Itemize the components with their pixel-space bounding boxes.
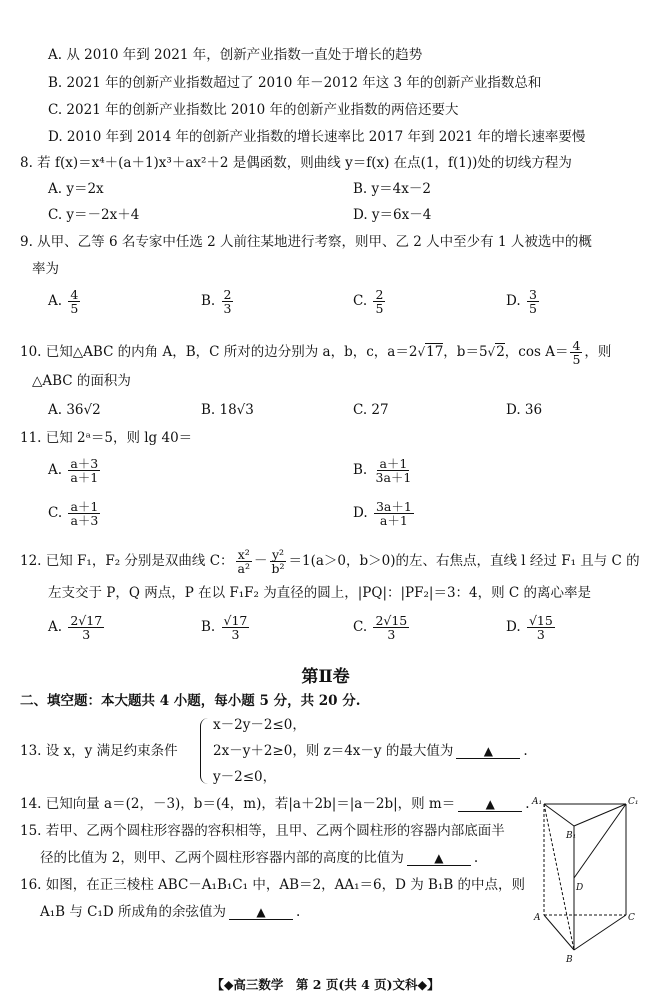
q12-stem-line1: 12. 已知 F₁，F₂ 分别是双曲线 C： $\frac{\text{x²}}{\text{a²}}$ － $\frac{\text{y²}}{\text{b²}}$ ＝1(a＞0，b＞0)的左、右焦点，直线 l 经过 F₁ 且与 C 的 (20, 547, 640, 576)
constraint-brace (200, 718, 209, 784)
q13-constraint-3: y－2≤0， (213, 769, 277, 785)
q10-option-b: B. 18√3 (201, 402, 254, 418)
label-a1: A₁ (532, 797, 543, 807)
q8-option-c: C. y＝－2x＋4 (48, 207, 140, 223)
q10-option-c: C. 27 (353, 402, 389, 418)
fraction: $\frac{4}{5}$ (572, 338, 581, 367)
section-title: 第Ⅱ卷 (301, 667, 350, 687)
label-b1: B₁ (566, 831, 577, 841)
answer-blank: ▲ (456, 744, 520, 759)
q7-option-c: C. 2021 年的创新产业指数比 2010 年的创新产业指数的两倍还要大 (48, 102, 459, 118)
answer-blank: ▲ (407, 851, 471, 866)
q16-line2: A₁B 与 C₁D 所成角的余弦值为 ▲ . (40, 904, 301, 920)
q8-option-d: D. y＝6x－4 (353, 207, 432, 223)
answer-blank: ▲ (229, 905, 293, 920)
q12-option-a: A. $\frac{2√17}{3}$ (48, 613, 103, 642)
edge-ab (544, 915, 574, 950)
fraction: $\frac{4}{5}$ (70, 287, 79, 316)
q9-option-a: A. $\frac{4}{5}$ (48, 287, 79, 316)
label-a: A (534, 913, 541, 923)
fraction: $\frac{√17}{3}$ (223, 613, 248, 642)
q13-constraint-1: x－2y－2≤0， (213, 717, 306, 733)
q11-stem: 11. 已知 2ᵃ＝5，则 lg 40＝ (20, 430, 193, 446)
q8-stem: 8. 若 f(x)＝x⁴＋(a＋1)x³＋ax²＋2 是偶函数，则曲线 y＝f(x) 在点(1，f(1))处的切线方程为 (20, 155, 572, 171)
q14-stem: 14. 已知向量 a＝(2，－3)，b＝(4，m)，若|a＋2b|＝|a－2b|，则 m＝ ▲ . (20, 796, 530, 812)
q9-stem-line2: 率为 (32, 261, 59, 277)
section-heading: 二、填空题：本大题共 4 小题，每小题 5 分，共 20 分. (20, 693, 361, 709)
q7-option-b: B. 2021 年的创新产业指数超过了 2010 年－2012 年这 3 年的创新产业指数总和 (48, 75, 542, 91)
fraction: $\frac{2}{3}$ (223, 287, 232, 316)
fraction: $\frac{a+1}{3a+1}$ (375, 456, 412, 485)
q10-option-a: A. 36√2 (48, 402, 101, 418)
q10-stem-line2: △ABC 的面积为 (32, 373, 131, 389)
q8-option-b: B. y＝4x－2 (353, 181, 431, 197)
fraction: $\frac{3}{5}$ (528, 287, 537, 316)
q11-option-b: B. $\frac{a+1}{3a+1}$ (353, 456, 412, 485)
q12-option-c: C. $\frac{2√15}{3}$ (353, 613, 408, 642)
q9-option-c: C. $\frac{2}{5}$ (353, 287, 384, 316)
fraction: $\frac{a+3}{a+1}$ (70, 456, 99, 485)
q15-line1: 15. 若甲、乙两个圆柱形容器的容积相等，且甲、乙两个圆柱形的容器内部底面半 (20, 823, 505, 839)
q16-line1: 16. 如图，在正三棱柱 ABC－A₁B₁C₁ 中，AB＝2，AA₁＝6，D 为 B₁B 的中点，则 (20, 877, 526, 893)
prism-figure (530, 790, 640, 965)
q8-option-a: A. y＝2x (48, 181, 104, 197)
label-c1: C₁ (628, 797, 639, 807)
q7-option-d: D. 2010 年到 2014 年的创新产业指数的增长速率比 2017 年到 2021 年的增长速率要慢 (48, 129, 586, 145)
q11-option-c: C. $\frac{a+1}{a+3}$ (48, 499, 99, 528)
label-c: C (628, 913, 635, 923)
answer-blank: ▲ (458, 797, 522, 812)
q15-line2: 径的比值为 2，则甲、乙两个圆柱形容器内部的高度的比值为 ▲ . (40, 850, 479, 866)
q12-stem-line2: 左支交于 P，Q 两点，P 在以 F₁F₂ 为直径的圆上，|PQ|：|PF₂|＝3：4，则 C 的离心率是 (48, 585, 592, 601)
q9-stem-line1: 9. 从甲、乙等 6 名专家中任选 2 人前往某地进行考察，则甲、乙 2 人中至少有 1 人被选中的概 (20, 234, 592, 250)
segment-a1b (544, 804, 577, 950)
fraction: $\frac{\text{y²}}{\text{b²}}$ (271, 547, 285, 576)
edge-bc (574, 915, 626, 950)
q11-option-a: A. $\frac{a+3}{a+1}$ (48, 456, 99, 485)
q9-option-b: B. $\frac{2}{3}$ (201, 287, 232, 316)
edge-a1b1 (544, 804, 574, 826)
q11-option-d: D. $\frac{3a+1}{a+1}$ (353, 499, 412, 528)
q9-option-d: D. $\frac{3}{5}$ (506, 287, 537, 316)
q13-constraint-2: 2x－y＋2≥0，则 z＝4x－y 的最大值为 ▲ . (213, 743, 528, 759)
page-footer: 【◆高三数学 第 2 页(共 4 页)文科◆】 (211, 977, 440, 992)
fraction: $\frac{2√15}{3}$ (375, 613, 408, 642)
fraction: $\frac{\text{x²}}{\text{a²}}$ (237, 547, 250, 576)
q13-stem: 13. 设 x，y 满足约束条件 (20, 743, 178, 759)
fraction: $\frac{a+1}{a+3}$ (70, 499, 99, 528)
fraction: $\frac{2√17}{3}$ (70, 613, 103, 642)
fraction: $\frac{√15}{3}$ (528, 613, 553, 642)
q12-option-d: D. $\frac{√15}{3}$ (506, 613, 553, 642)
q7-option-a: A. 从 2010 年到 2021 年，创新产业指数一直处于增长的趋势 (48, 47, 423, 63)
fraction: $\frac{2}{5}$ (375, 287, 384, 316)
q12-option-b: B. $\frac{√17}{3}$ (201, 613, 248, 642)
label-b: B (566, 955, 573, 965)
label-d: D (576, 883, 584, 893)
q10-option-d: D. 36 (506, 402, 543, 418)
fraction: $\frac{3a+1}{a+1}$ (375, 499, 412, 528)
q10-stem-line1: 10. 已知△ABC 的内角 A，B，C 所对的边分别为 a，b，c，a＝2√17，b＝5√2，cos A＝ $\frac{4}{5}$ ，则 (20, 338, 612, 367)
